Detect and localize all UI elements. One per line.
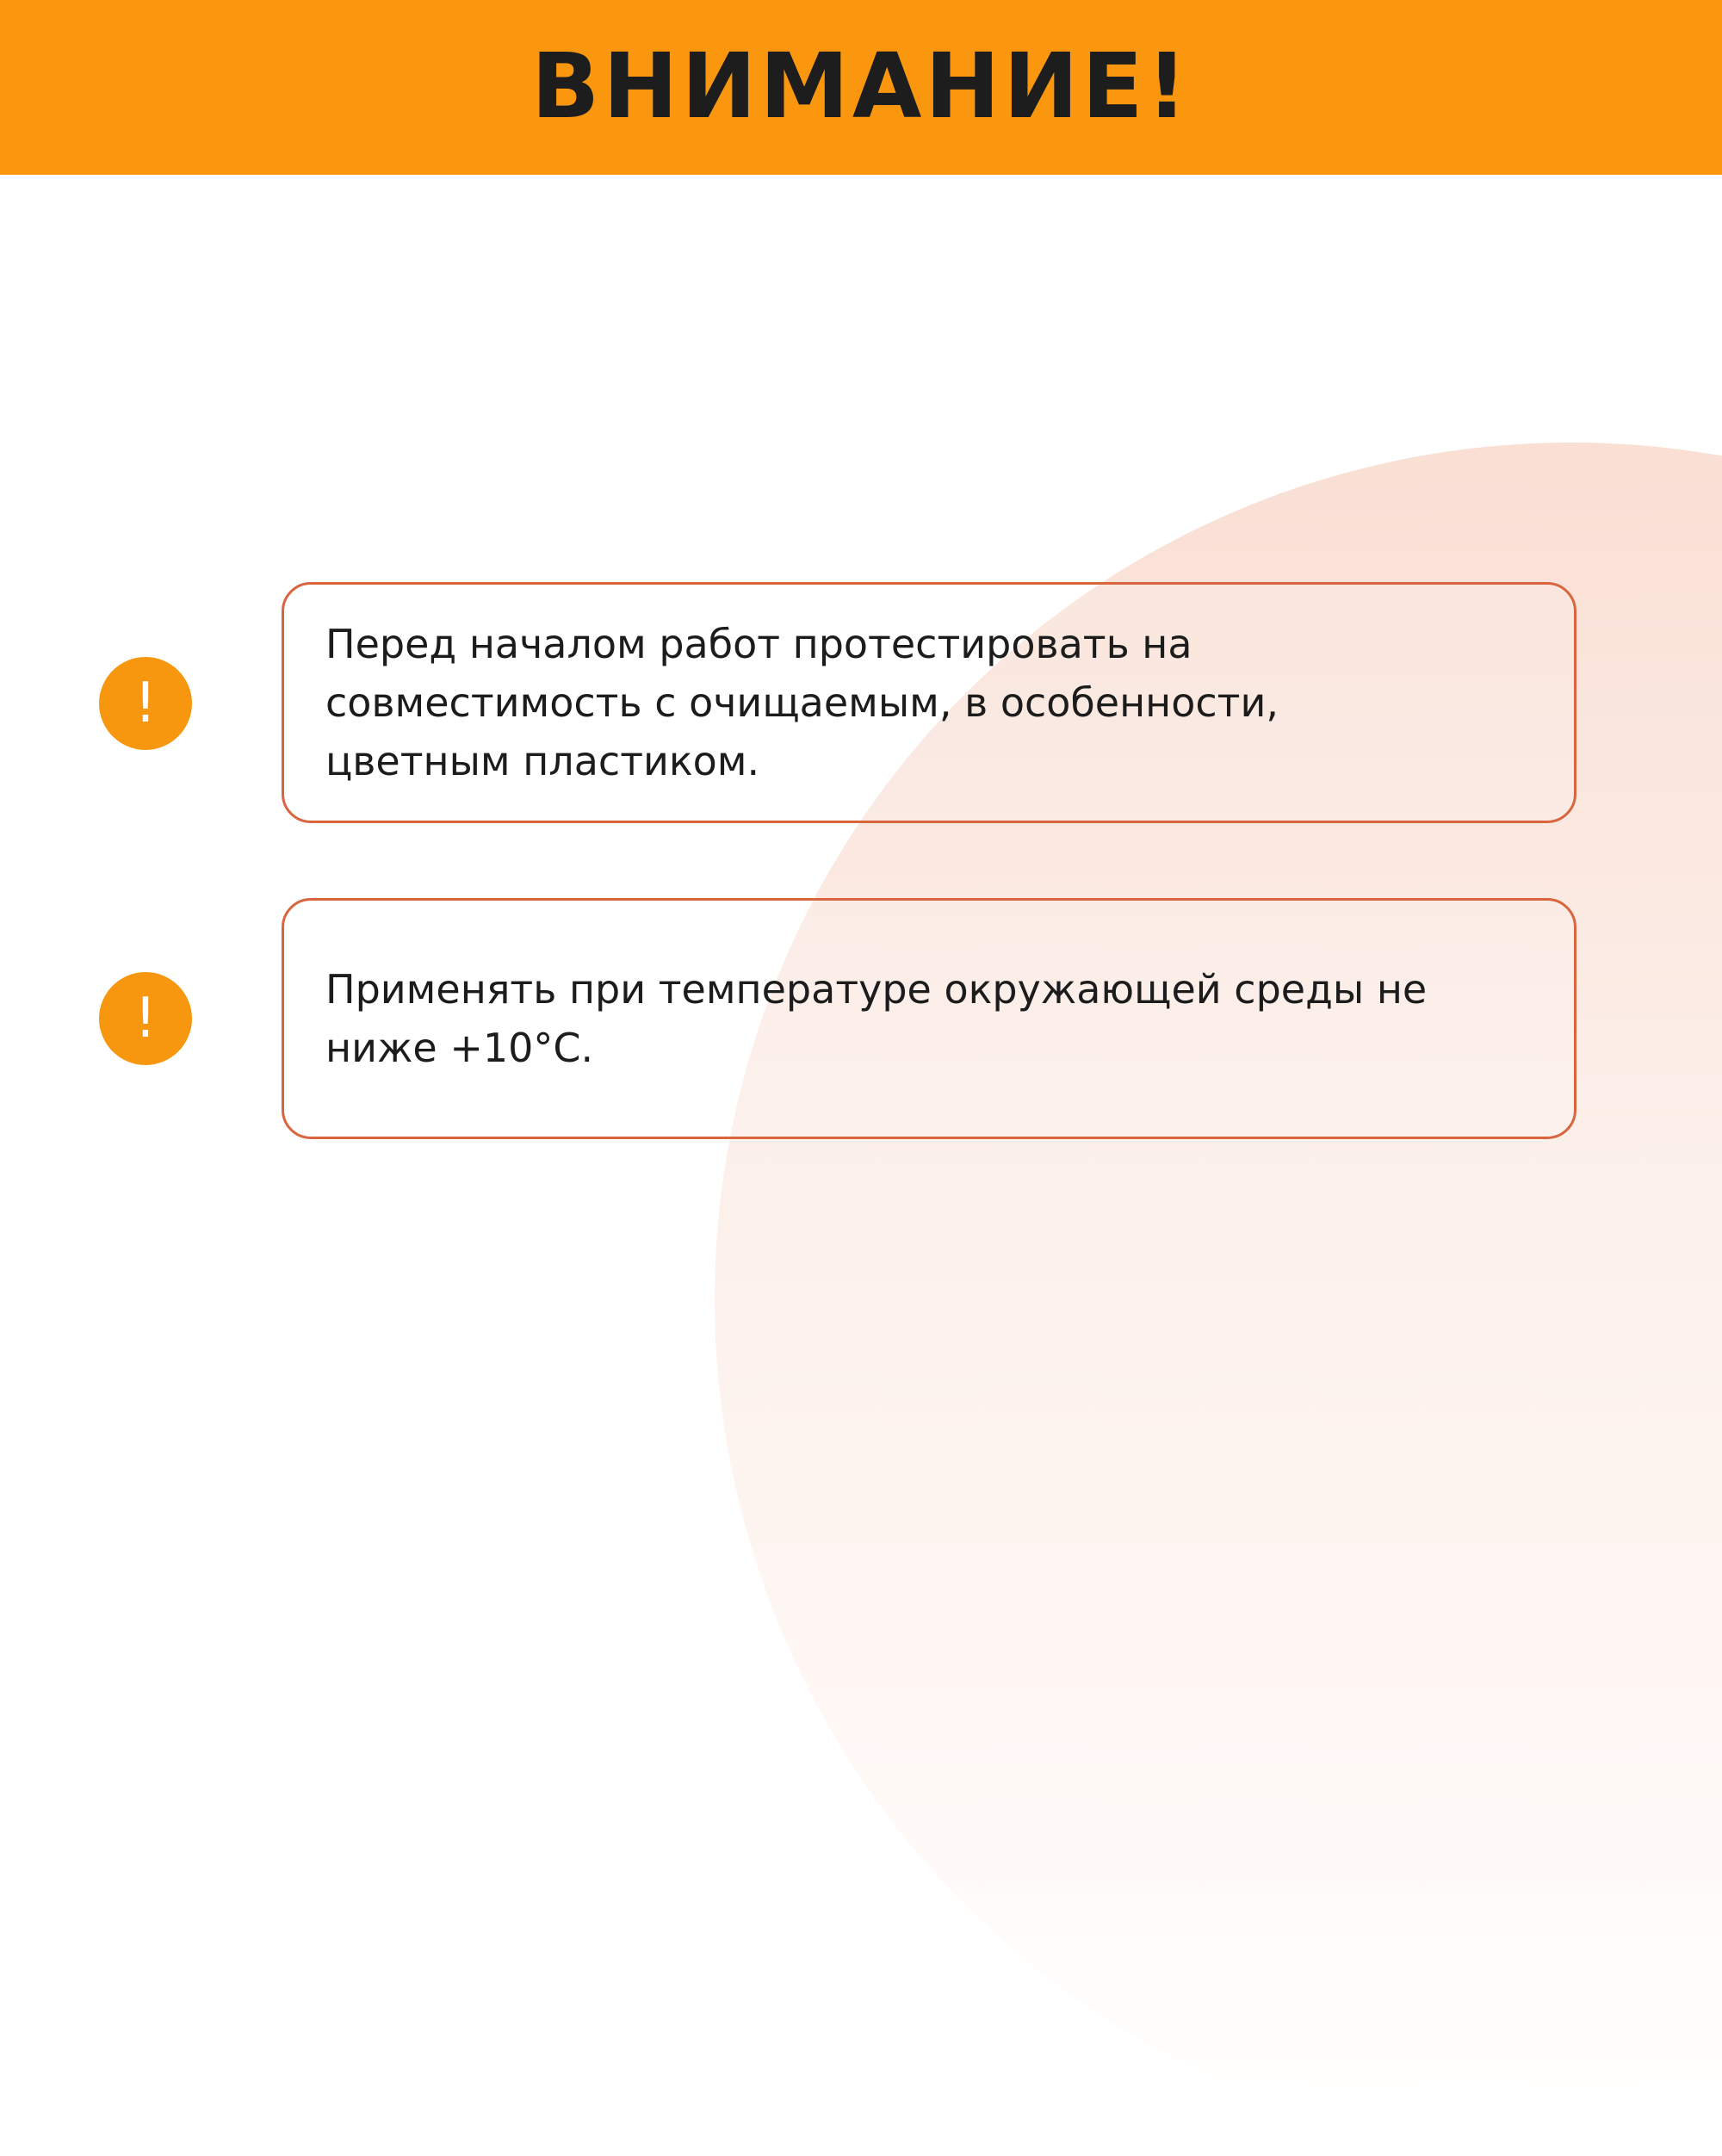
notice-line: цветным пластиком. (325, 738, 760, 784)
header-banner (0, 0, 1722, 175)
notice-line: Перед началом работ протестировать на (325, 621, 1192, 667)
exclamation-icon: ! (99, 972, 192, 1065)
exclamation-icon: ! (99, 657, 192, 750)
notice-card-temperature (282, 898, 1576, 1139)
notice-line: Применять при температуре окружающей среды не (325, 966, 1428, 1013)
page-title: ВНИМАНИЕ! (531, 33, 1191, 139)
notice-card-compatibility (282, 582, 1576, 823)
notice-text (325, 615, 1279, 790)
notice-line: совместимость с очищаемым, в особенности, (325, 679, 1279, 726)
notice-text (325, 960, 1427, 1077)
notice-line: ниже +10°С. (325, 1025, 594, 1071)
